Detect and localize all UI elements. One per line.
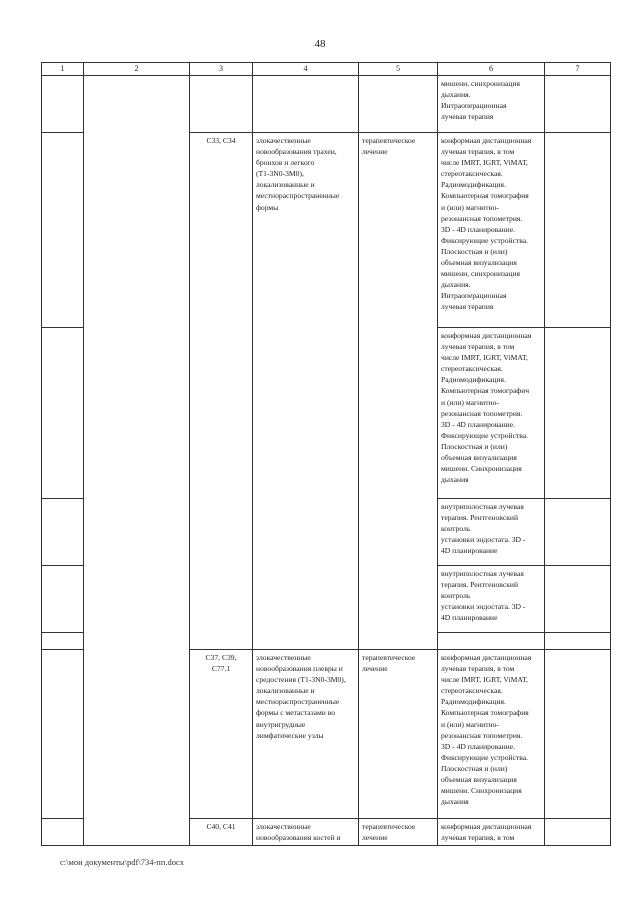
cell-diagnosis xyxy=(253,76,359,133)
footer-file-path: c:\мои документы\pdf\734-пп.docx xyxy=(60,857,185,867)
cell-number xyxy=(42,76,84,133)
cell-extra xyxy=(545,76,611,133)
cell-number xyxy=(42,566,84,633)
cell-number xyxy=(42,819,84,846)
cell-extra xyxy=(545,819,611,846)
cell-diagnosis: злокачественные новообразования трахеи, бронхов и легкого (T1-3N0-3M0), локализованные и местнораспространенные формы xyxy=(253,133,359,650)
cell-treatment-type: терапевтическое лечение xyxy=(359,650,438,819)
cell-number xyxy=(42,633,84,650)
cell-diagnosis: злокачественные новообразования плевры и средостения (T1-3N0-3M0), локализованные и местнораспространенные формы с метастазами во внутригрудные лимфатические узлы xyxy=(253,650,359,819)
cell-treatment-type xyxy=(359,76,438,133)
cell-extra xyxy=(545,633,611,650)
cell-extra xyxy=(545,133,611,328)
header-cell: 7 xyxy=(545,63,611,76)
cell-group xyxy=(84,76,190,846)
cell-number xyxy=(42,650,84,819)
cell-method: внутриполостная лучевая терапия. Рентгеновский контроль установки эндостата. 3D - 4D планирование xyxy=(438,499,545,566)
header-cell: 6 xyxy=(438,63,545,76)
table-header-row xyxy=(42,63,611,76)
cell-code: C37, C39, C77.1 xyxy=(190,650,253,819)
cell-number xyxy=(42,133,84,328)
cell-method: мишени, синхронизация дыхания. Интраоперационная лучевая терапия xyxy=(438,76,545,133)
cell-code xyxy=(190,76,253,133)
cell-number xyxy=(42,328,84,499)
cell-extra xyxy=(545,499,611,566)
header-cell: 2 xyxy=(84,63,190,76)
cell-code: C33, C34 xyxy=(190,133,253,650)
cell-treatment-type: терапевтическое лечение xyxy=(359,133,438,650)
cell-method: конформная дистанционная лучевая терапия, в том числе IMRT, IGRT, ViMAT, стереотаксическая. Радиомодификация. Компьютерная томография и (или) магнитно- резонансная топометрия. 3D - 4D планирование. Фиксирующие устройства. Плоскостная и (или) объемная визуализация мишени, синхронизация дыхания. Интраоперационная лучевая терапия xyxy=(438,133,545,328)
header-cell: 1 xyxy=(42,63,84,76)
table-row xyxy=(42,76,611,133)
cell-code: C40, C41 xyxy=(190,819,253,846)
cell-method xyxy=(438,633,545,650)
cell-extra xyxy=(545,566,611,633)
header-cell: 5 xyxy=(359,63,438,76)
cell-diagnosis: злокачественные новообразования костей и xyxy=(253,819,359,846)
cell-method: конформная дистанционная лучевая терапия, в том числе IMRT, IGRT, ViMAT, стереотаксическая. Радиомодификация. Компьютерная томография и (или) магнитно- резонансная топометрия. 3D - 4D планирование. Фиксирующие устройства. Плоскостная и (или) объемная визуализация мишени. Синхронизация дыхания xyxy=(438,650,545,819)
cell-treatment-type: терапевтическое лечение xyxy=(359,819,438,846)
cell-method: внутриполостная лучевая терапия. Рентгеновский контроль установки эндостата. 3D - 4D планирование xyxy=(438,566,545,633)
cell-extra xyxy=(545,650,611,819)
cell-number xyxy=(42,499,84,566)
header-cell: 3 xyxy=(190,63,253,76)
cell-extra xyxy=(545,328,611,499)
cell-method: конформная дистанционная лучевая терапия, в том числе IMRT, IGRT, ViMAT, стереотаксическая. Радиомодификация. Компьютерная томографич и (или) магнитно- резонансная топометрия. 3D - 4D планирование. Фиксирующие устройства. Плоскостная и (или) объемная визуализация мишени. Синхронизация дыхания xyxy=(438,328,545,499)
header-cell: 4 xyxy=(253,63,359,76)
treatment-table xyxy=(41,62,611,846)
cell-method: конформная дистанционная лучевая терапия, в том xyxy=(438,819,545,846)
page-number: 48 xyxy=(314,38,326,50)
